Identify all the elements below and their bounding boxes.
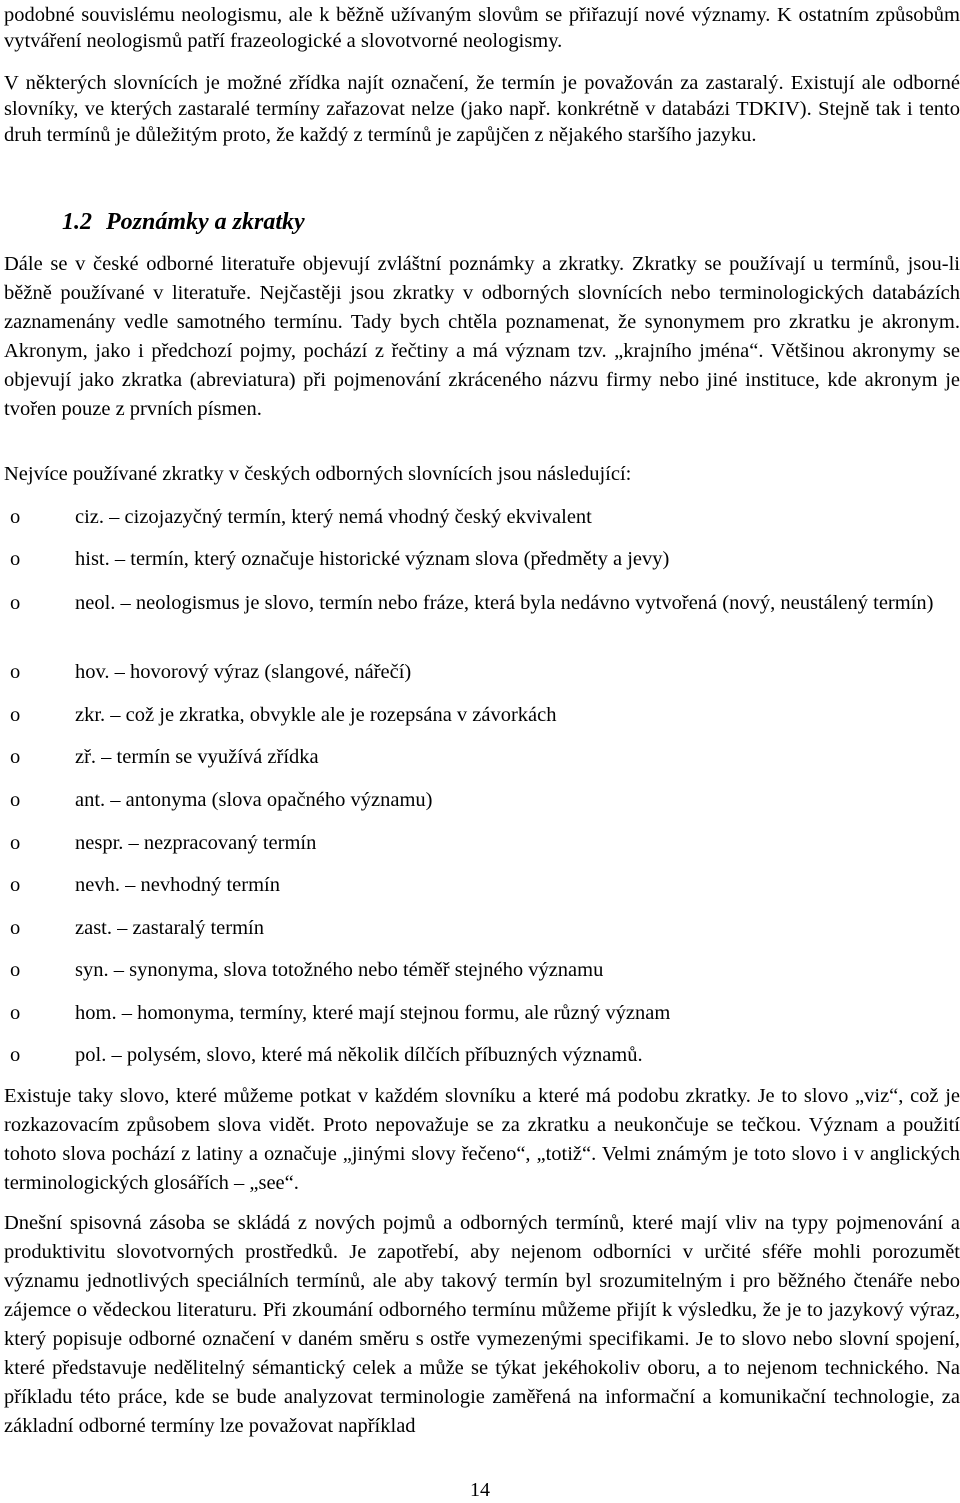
paragraph-abbreviations: Dále se v české odborné literatuře objevují zvláštní poznámky a zkratky. Zkratky se používají u termínů, jsou-li běžně používané v literatuře. Nejčastěji jsou zkratky v odborných slovnících nebo terminologických databázích zaznamenány vedle samotného termínu. Tady bych chtěla poznamenat, že synonymem pro zkratku je akronym. Akronym, jako i předchozí pojmy, pochází z řečtiny a má význam tzv. „krajního jména“. Většinou akronymy se objevují jako zkratka (abreviatura) při pojmenování zkráceného názvu firmy nebo jiné instituce, kde akronym je tvořen pouze z prvních písmen. <box>4 253 960 420</box>
bullet-icon: o <box>10 746 21 768</box>
bullet-icon: o <box>10 548 21 570</box>
list-item-text: nevh. – nevhodný termín <box>75 874 280 896</box>
list-item-text: zast. – zastaralý termín <box>75 917 264 939</box>
bullet-icon: o <box>10 1044 21 1066</box>
list-item-text: ant. – antonyma (slova opačného významu) <box>75 789 433 811</box>
bullet-icon: o <box>10 704 21 726</box>
list-item-text: nespr. – nezpracovaný termín <box>75 832 317 854</box>
list-item-text: pol. – polysém, slovo, které má několik dílčích příbuzných významů. <box>75 1044 643 1066</box>
section-title: Poznámky a zkratky <box>106 209 305 235</box>
list-item-text: hov. – hovorový výraz (slangové, nářečí) <box>75 661 412 683</box>
paragraph-obsolete-terms: V některých slovnících je možné zřídka najít označení, že termín je považován za zastaralý. Existují ale odborné slovníky, ve kterých zastaralé termíny zařazovat nelze (jako např. konkrétně v databázi TDKIV). Stejně tak i tento druh termínů je důležitým proto, že každý z termínů je zapůjčen z nějakého staršího jazyku. <box>4 72 960 146</box>
bullet-icon: o <box>10 506 21 528</box>
list-item-text: hom. – homonyma, termíny, které mají stejnou formu, ale různý význam <box>75 1002 671 1024</box>
list-item-text: hist. – termín, který označuje historické význam slova (předměty a jevy) <box>75 548 670 570</box>
bullet-icon: o <box>10 592 21 614</box>
list-item-text: zř. – termín se využívá zřídka <box>75 746 319 768</box>
list-item-text: syn. – synonyma, slova totožného nebo téměř stejného významu <box>75 959 604 981</box>
page-number: 14 <box>470 1479 490 1501</box>
bullet-icon: o <box>10 832 21 854</box>
paragraph-neologisms-end: podobné souvislému neologismu, ale k běžně užívaným slovům se přiřazují nové významy. K ostatním způsobům vytváření neologismů patří frazeologické a slovotvorné neologismy. <box>4 4 960 52</box>
bullet-icon: o <box>10 917 21 939</box>
list-item-text: ciz. – cizojazyčný termín, který nemá vhodný český ekvivalent <box>75 506 592 528</box>
list-item-text: zkr. – což je zkratka, obvykle ale je rozepsána v závorkách <box>75 704 557 726</box>
paragraph-list-intro: Nejvíce používané zkratky v českých odborných slovnících jsou následující: <box>4 463 632 485</box>
section-heading <box>62 205 305 239</box>
section-number: 1.2 <box>62 209 92 235</box>
paragraph-terminology: Dnešní spisovná zásoba se skládá z nových pojmů a odborných termínů, které mají vliv na typy pojmenování a produktivitu slovotvorných prostředků. Je zapotřebí, aby nejenom odborníci v určité sféře mohli porozumět významu jednotlivých speciálních termínů, ale aby takový termín byl srozumitelným i pro běžného čtenáře nebo zájemce o vědeckou literaturu. Při zkoumání odborného termínu můžeme přijít k výsledku, že je to jazykový výraz, který popisuje odborné označení v daném směru s ostře vymezenými specifikami. Je to slovo nebo slovní spojení, které představuje nedělitelný sémantický celek a může se týkat jekéhokoliv oboru, a to nejenom technického. Na příkladu této práce, kde se bude analyzovat terminologie zaměřená na informační a komunikační technologie, za základní odborné termíny lze považovat například <box>4 1212 960 1437</box>
bullet-icon: o <box>10 874 21 896</box>
bullet-icon: o <box>10 959 21 981</box>
bullet-icon: o <box>10 661 21 683</box>
bullet-icon: o <box>10 1002 21 1024</box>
paragraph-viz: Existuje taky slovo, které můžeme potkat v každém slovníku a které má podobu zkratky. Je to slovo „viz“, což je rozkazovacím způsobem slova vidět. Proto nepovažuje se za zkratku a neukončuje se tečkou. Význam a použití tohoto slova pochází z latiny a označuje „jinými slovy řečeno“, „totiž“. Velmi známým je toto slovo i v anglických terminologických glosářích – „see“. <box>4 1085 960 1194</box>
bullet-icon: o <box>10 789 21 811</box>
list-item-text: neol. – neologismus je slovo, termín nebo fráze, která byla nedávno vytvořená (nový, neustálený termín) <box>75 592 934 614</box>
